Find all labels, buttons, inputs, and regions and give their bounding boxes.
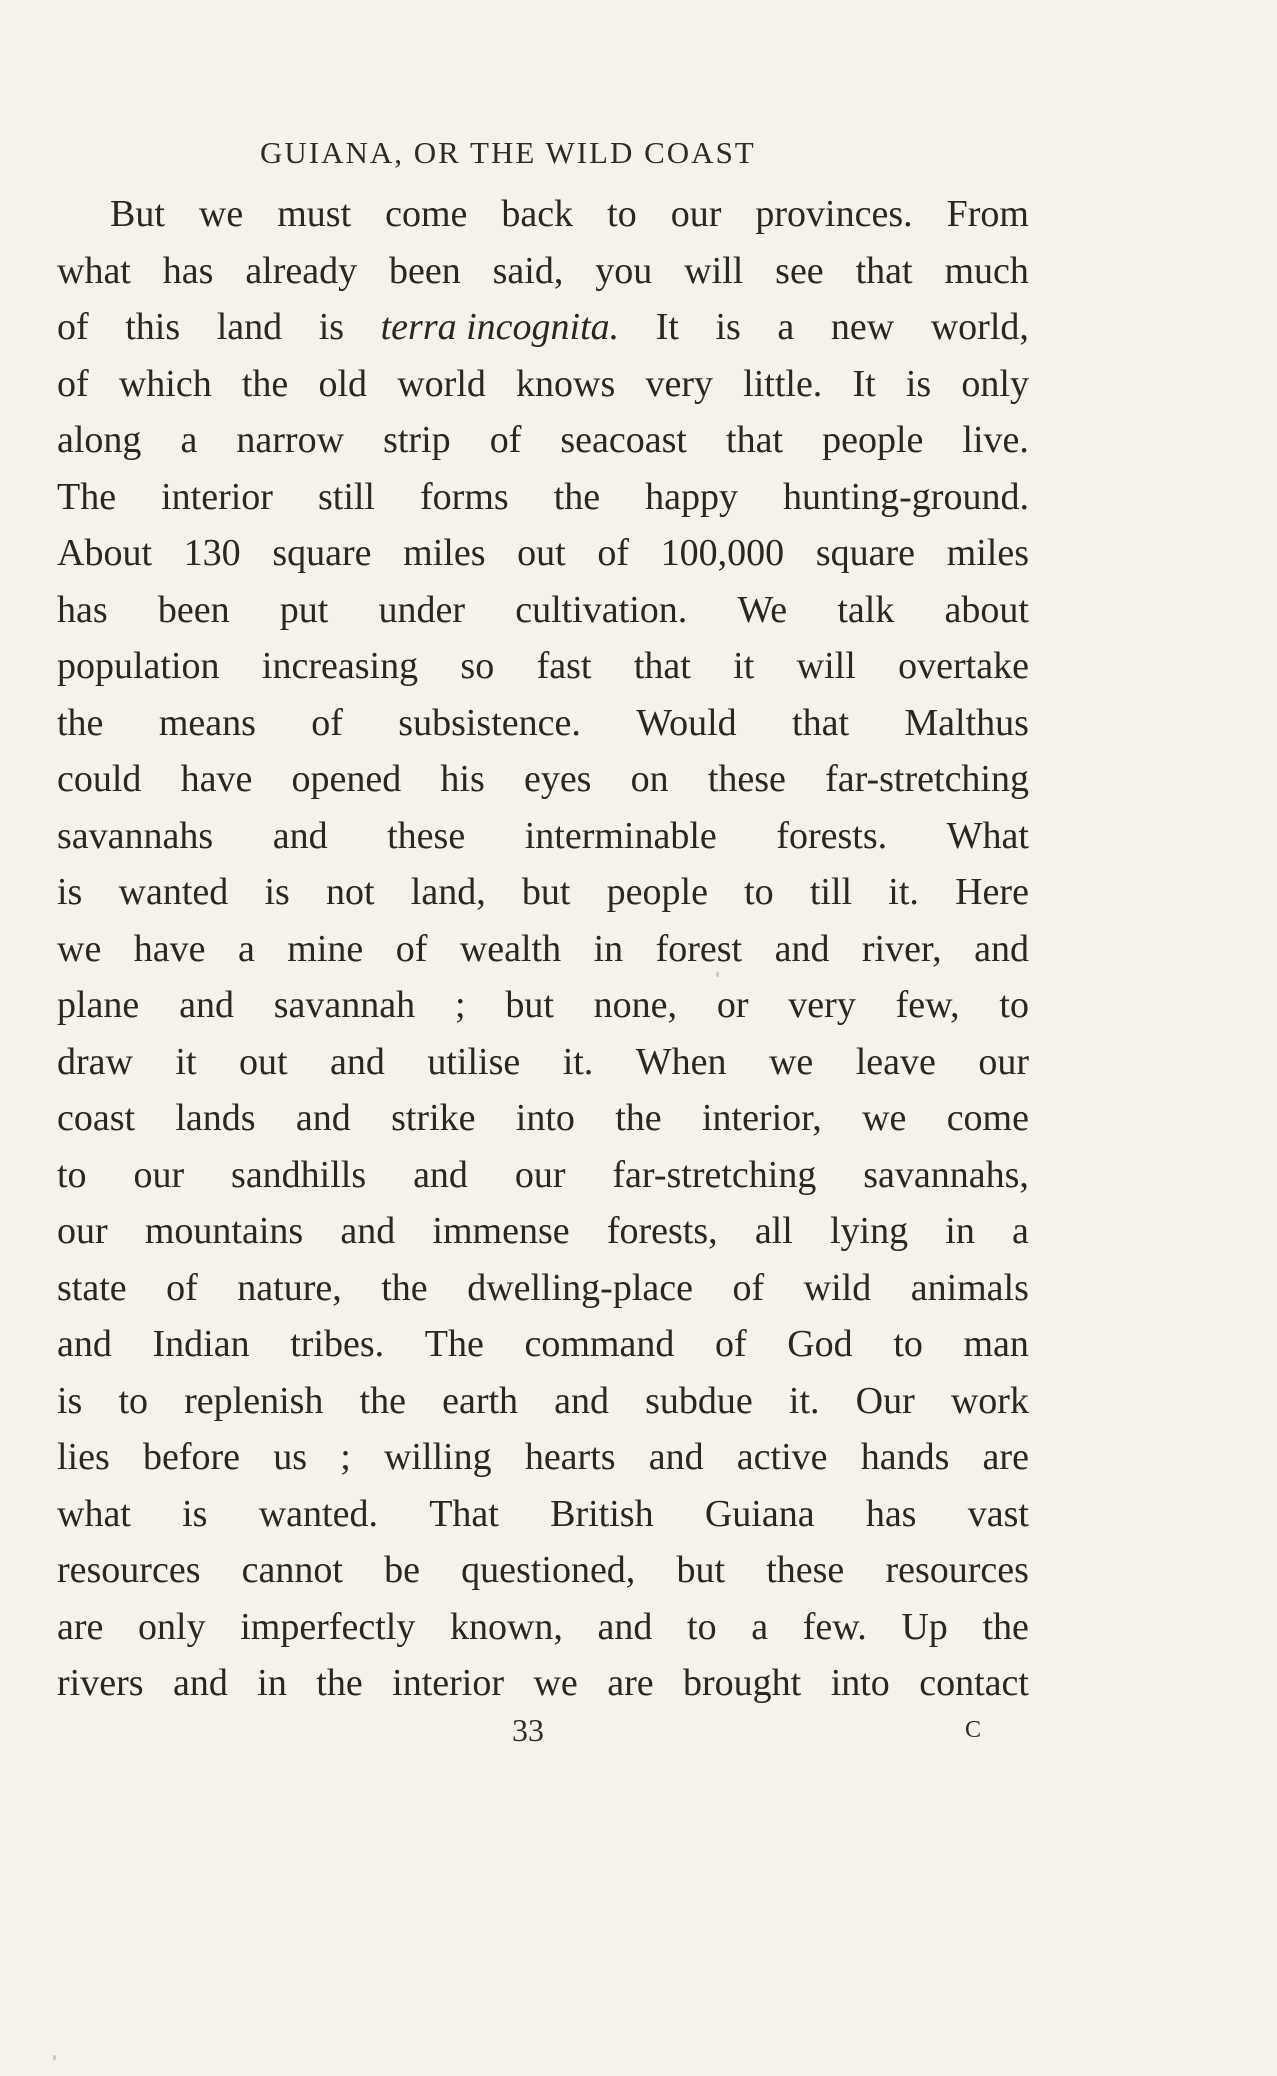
text-line: we have a mine of wealth in forest and river, and [57,927,1029,970]
text-line: population increasing so fast that it will overtake [57,645,1029,687]
text-line: could have opened his eyes on these far-stretching [57,758,1029,800]
text-line: state of nature, the dwelling-place of wild animals [57,1266,1029,1309]
body-text [57,186,1029,1712]
text-line: is wanted is not land, but people to till it. Here [57,871,1029,913]
text-line: what is wanted. That British Guiana has vast [57,1492,1029,1535]
text-line: and Indian tribes. The command of God to man [57,1323,1029,1365]
text-line: of this land is terra incognita. It is a new world, [57,306,1029,348]
text-line: The interior still forms the happy hunting-ground. [57,475,1029,518]
page-number: 33 [512,1712,544,1748]
text-line: rivers and in the interior we are brought into contact [57,1662,1029,1704]
text-line: along a narrow strip of seacoast that people live. [57,419,1029,461]
text-line: of which the old world knows very little. It is only [57,362,1029,405]
text-line: what has already been said, you will see that much [57,249,1029,292]
text-line: plane and savannah ; but none, or very few, to [57,984,1029,1026]
text-line: are only imperfectly known, and to a few. Up the [57,1605,1029,1648]
text-line: draw it out and utilise it. When we leave our [57,1040,1029,1083]
text-line: But we must come back to our provinces. From [110,193,1029,235]
text-line: to our sandhills and our far-stretching savannahs, [57,1153,1029,1196]
running-head: GUIANA, OR THE WILD COAST [260,135,756,170]
text-line: has been put under cultivation. We talk about [57,588,1029,631]
paper-speck [53,2055,56,2060]
text-line: coast lands and strike into the interior, we come [57,1097,1029,1139]
text-line: savannahs and these interminable forests. What [57,814,1029,857]
text-line: About 130 square miles out of 100,000 square miles [57,532,1029,574]
text-line: resources cannot be questioned, but these resources [57,1549,1029,1591]
text-line: our mountains and immense forests, all lying in a [57,1210,1029,1252]
paper-speck [716,972,719,977]
text-line: is to replenish the earth and subdue it. Our work [57,1379,1029,1422]
text-line: lies before us ; willing hearts and active hands are [57,1436,1029,1478]
text-line: the means of subsistence. Would that Malthus [57,701,1029,744]
signature-mark: C [965,1717,982,1743]
